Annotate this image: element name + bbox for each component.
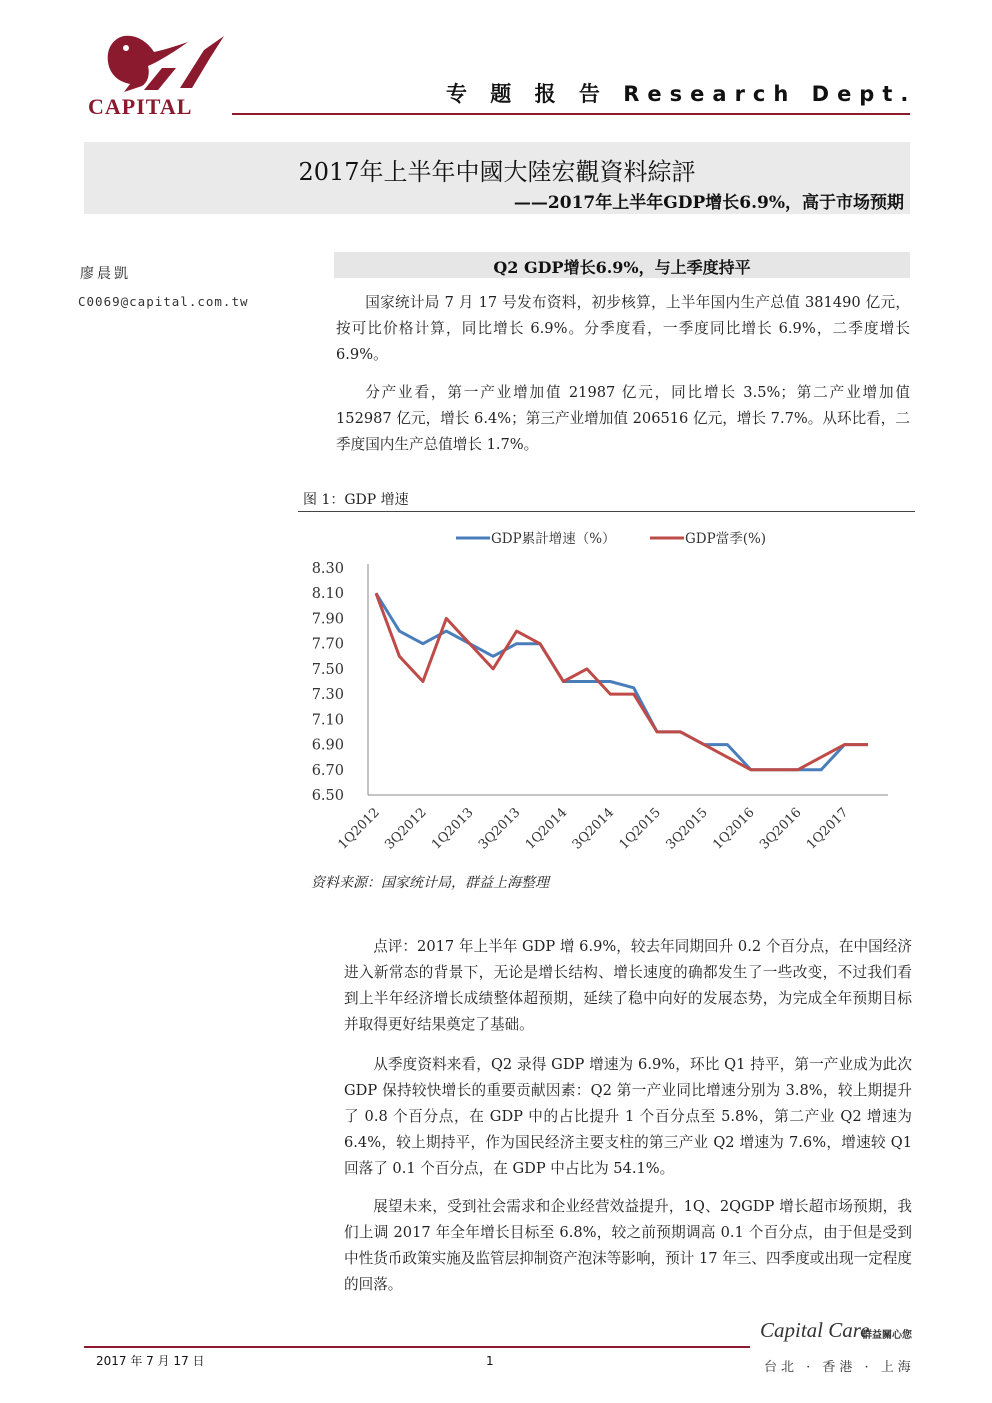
paragraph-quarterly-analysis: 从季度资料来看，Q2 录得 GDP 增速为 6.9%，环比 Q1 持平，第一产业成为此次 GDP 保持较快增长的重要贡献因素：Q2 第一产业同比增速分别为 3.8%，较上期提升了 0.8 个百分点，在 GDP 中的占比提升 1 个百分点至 5.8%，第二产业 Q2 增速为 6.4%，较上期持平，作为国民经济主要支柱的第三产业 Q2 增速为 7.6%，增速较 Q1 回落了 0.1 个百分点，在 GDP 中占比为 54.1%。 (344, 1056, 912, 1177)
footer-brand-cn: 群益關心您 (862, 1330, 912, 1341)
paragraph-outlook: 展望未来，受到社会需求和企业经营效益提升，1Q、2QGDP 增长超市场预期，我们上调 2017 年全年增长目标至 6.8%，较之前预期调高 0.1 个百分点，由于但是受到中性货币政策实施及监管层抑制资产泡沫等影响，预计 17 年三、四季度或出现一定程度的回落。 (344, 1198, 912, 1293)
x-tick-label: 3Q2016 (757, 805, 805, 853)
footer-divider (84, 1346, 750, 1348)
paragraph-commentary: 点评：2017 年上半年 GDP 增 6.9%，较去年同期回升 0.2 个百分点，在中国经济进入新常态的背景下，无论是增长结构、增长速度的确都发生了一些改变，不过我们看到上半年经济增长成绩整体超预期，延续了稳中向好的发展态势，为完成全年预期目标并取得更好结果奠定了基础。 (344, 938, 912, 1033)
gdp-growth-chart (298, 518, 915, 863)
y-tick-label: 8.10 (311, 586, 344, 603)
series-line-2 (376, 593, 868, 770)
series-line-1 (376, 593, 868, 770)
legend-label-2: GDP當季(%) (685, 531, 767, 547)
page-number: 1 (486, 1354, 494, 1368)
x-tick-label: 1Q2015 (616, 805, 664, 853)
x-tick-label: 1Q2017 (804, 805, 852, 853)
figure-label: 图 1：GDP 增速 (303, 492, 409, 508)
title-banner (84, 142, 910, 214)
figure-divider (298, 511, 915, 512)
section-header (334, 252, 910, 278)
paragraph-industry-breakdown: 分产业看，第一产业增加值 21987 亿元，同比增长 3.5%；第二产业增加值 152987 亿元，增长 6.4%；第三产业增加值 206516 亿元，增长 7.7%。从环比看，二季度国内生产总值增长 1.7%。 (336, 384, 910, 453)
footer-cities: 台北 · 香港 · 上海 (764, 1360, 915, 1375)
legend-label-1: GDP累計增速（%） (491, 531, 616, 547)
y-tick-label: 6.50 (311, 788, 344, 804)
x-tick-label: 3Q2014 (569, 805, 618, 853)
x-tick-label: 3Q2013 (476, 805, 524, 853)
figure-source: 资料来源：国家统计局，群益上海整理 (311, 875, 549, 891)
footer-date: 2017 年 7 月 17 日 (96, 1354, 205, 1368)
y-tick-label: 7.90 (311, 611, 344, 628)
header-divider (232, 113, 910, 115)
footer-brand: Capital Care (760, 1318, 870, 1342)
x-tick-label: 3Q2015 (663, 805, 711, 853)
y-tick-label: 7.10 (311, 712, 344, 729)
y-tick-label: 7.70 (311, 636, 344, 653)
x-tick-label: 1Q2016 (710, 805, 758, 853)
report-subtitle: ——2017年上半年GDP增长6.9%，高于市场预期 (513, 193, 904, 213)
y-tick-label: 7.30 (311, 687, 344, 704)
x-tick-label: 3Q2012 (382, 805, 430, 853)
y-tick-label: 8.30 (311, 561, 344, 577)
paragraph-gdp-overview: 国家统计局 7 月 17 号发布资料，初步核算，上半年国内生产总值 381490 亿元，按可比价格计算，同比增长 6.9%。分季度看，一季度同比增长 6.9%，二季度增长 6.9%。 (336, 294, 910, 363)
x-tick-label: 1Q2014 (522, 805, 571, 853)
report-title: 2017年上半年中國大陸宏觀資料綜評 (298, 158, 696, 186)
x-tick-label: 1Q2012 (335, 805, 383, 853)
y-tick-label: 6.70 (311, 762, 344, 779)
y-tick-label: 6.90 (311, 737, 344, 754)
header-title: 专 题 报 告 Research Dept. (446, 82, 917, 106)
author-name: 廖晨凱 (80, 266, 131, 282)
section-title: Q2 GDP增长6.9%，与上季度持平 (493, 258, 751, 277)
x-tick-label: 1Q2013 (429, 805, 477, 853)
y-tick-label: 7.50 (311, 661, 344, 678)
author-email[interactable]: C0069@capital.com.tw (78, 294, 249, 309)
logo-text: CAPITAL (88, 94, 193, 119)
